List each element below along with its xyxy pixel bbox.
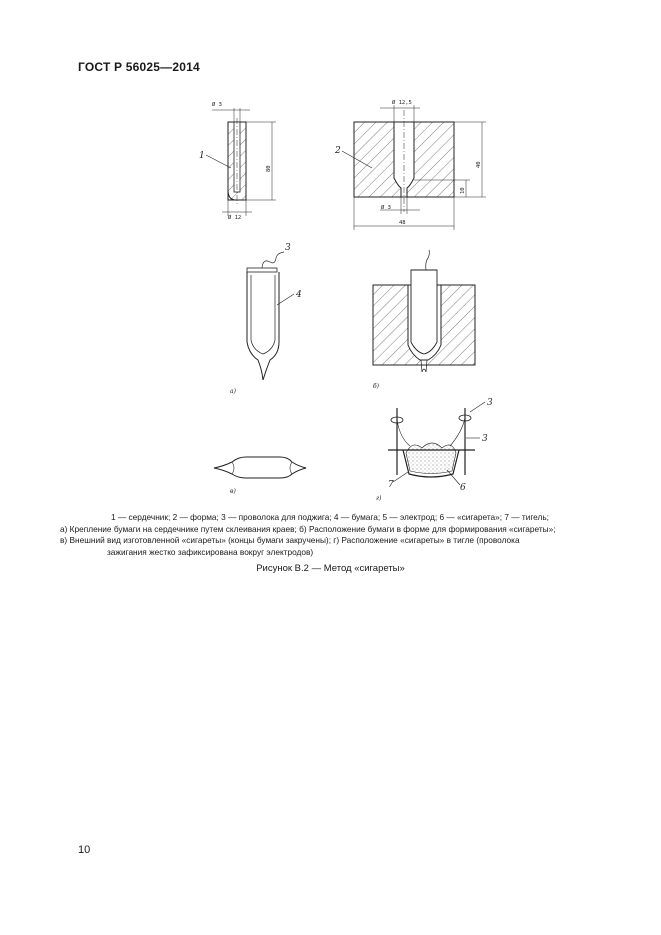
core-bottom-diameter-label: Ø 12 xyxy=(228,215,242,221)
label-wire: 3 xyxy=(285,243,291,253)
panel-c-finished-cigarette xyxy=(214,457,306,495)
core-height-label: 80 xyxy=(266,165,272,172)
figure-caption: Рисунок В.2 — Метод «сигареты» xyxy=(256,563,405,574)
mold-top-diameter-label: Ø 12,5 xyxy=(392,100,412,106)
label-core: 1 xyxy=(199,151,205,161)
legend-line-3: в) Внешний вид изготовленной «сигареты» (концы бумаги закручены); г) Расположение «сигареты» в тигле (проволока xyxy=(60,535,520,545)
label-crucible: 7 xyxy=(388,480,394,490)
page-number: 10 xyxy=(78,844,91,856)
mold-drawing xyxy=(334,99,486,230)
mold-hole-diameter-label: Ø 3 xyxy=(381,205,391,211)
label-electrode-top: 3 xyxy=(487,398,493,408)
legend-line-1: 1 — сердечник; 2 — форма; 3 — проволока для поджига; 4 — бумага; 5 — электрод; 6 — «сигарета»; 7 — тигель; xyxy=(110,512,549,522)
legend-line-2: а) Крепление бумаги на сердечнике путем склеивания краев; б) Расположение бумаги в форме для формирования «сигареты»; xyxy=(60,523,556,534)
panel-d-letter: г) xyxy=(376,495,382,502)
document-header: ГОСТ Р 56025—2014 xyxy=(78,60,200,74)
label-electrode-right: 3 xyxy=(482,434,488,444)
core-top-diameter-label: Ø 3 xyxy=(212,102,222,108)
panel-b-paper-in-mold xyxy=(373,250,475,390)
figure-legend xyxy=(60,512,600,558)
panel-b-letter: б) xyxy=(373,383,380,390)
label-mold: 2 xyxy=(335,146,341,156)
mold-width-label: 48 xyxy=(399,220,406,226)
mold-height-label: 40 xyxy=(476,161,482,168)
label-paper: 4 xyxy=(296,290,302,300)
core-drawing xyxy=(199,101,276,221)
panel-c-letter: в) xyxy=(230,488,236,495)
label-cigarette: 6 xyxy=(460,483,466,493)
mold-bottom-depth-label: 10 xyxy=(460,187,466,194)
panel-a-letter: а) xyxy=(230,388,236,395)
panel-d-cigarette-in-crucible xyxy=(376,398,493,502)
legend-line-4: зажигания жестко зафиксирована вокруг электродов) xyxy=(107,546,314,557)
panel-a-paper-on-core xyxy=(230,243,302,395)
